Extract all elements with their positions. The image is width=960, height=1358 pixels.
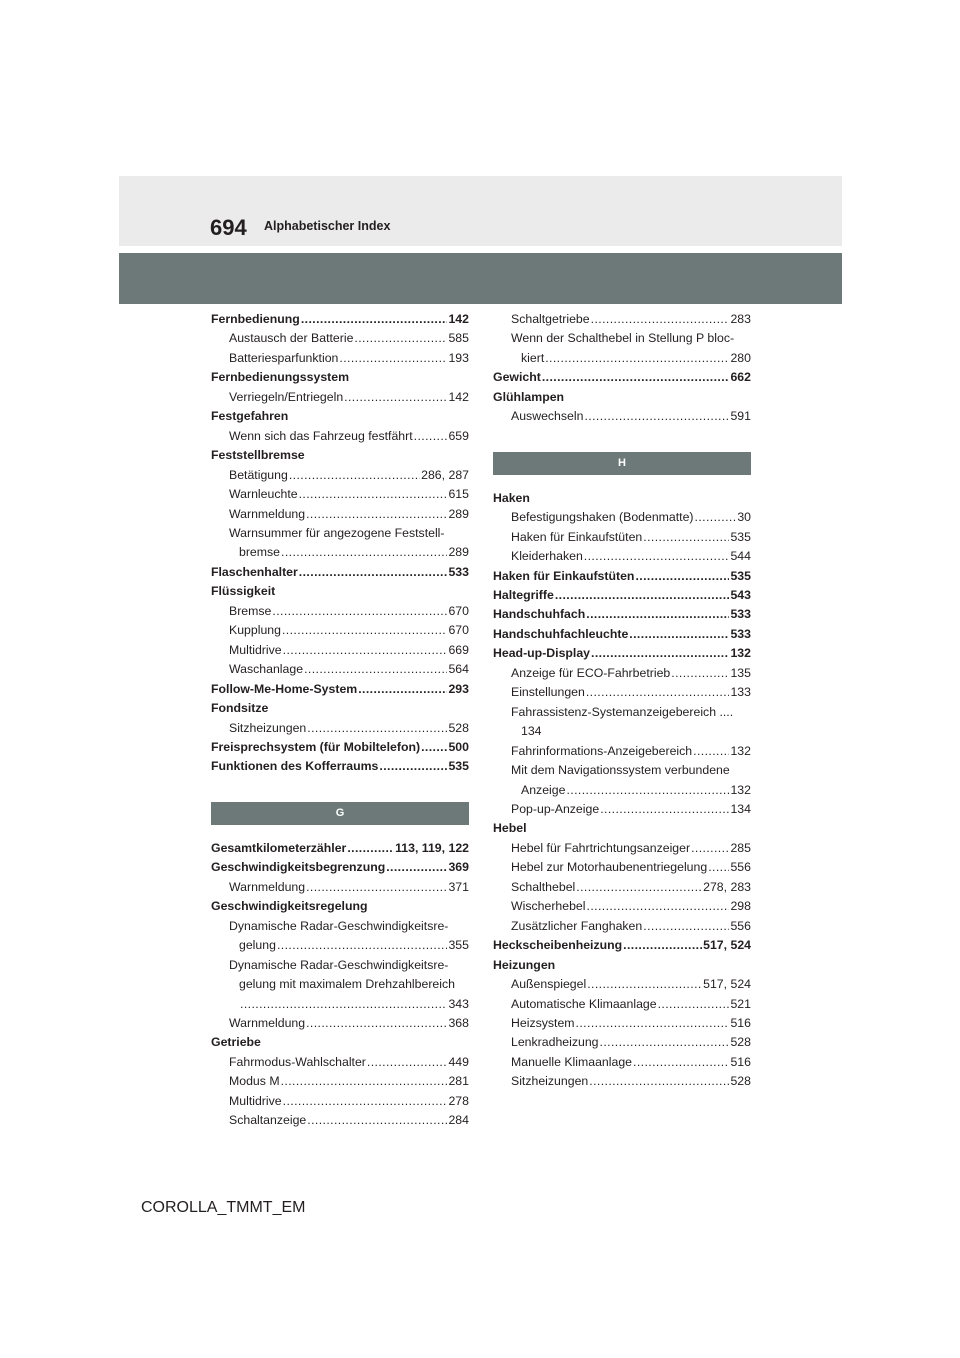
dot-leader	[281, 1072, 448, 1091]
dot-leader	[542, 368, 730, 387]
index-entry	[493, 368, 751, 387]
entries-h	[493, 489, 751, 1092]
entry-page: 556	[730, 918, 751, 933]
index-entry	[211, 446, 469, 465]
index-entry	[493, 742, 751, 761]
entry-page: 355	[448, 938, 469, 953]
index-entry	[493, 567, 751, 586]
dot-leader	[281, 543, 447, 562]
index-entry	[211, 349, 469, 368]
index-entry	[493, 683, 751, 702]
dot-leader	[277, 936, 448, 955]
entry-term: Sitzheizungen	[229, 720, 307, 735]
entry-term: kiert	[521, 350, 545, 365]
index-entry	[211, 329, 469, 348]
dot-leader	[304, 660, 447, 679]
dot-leader	[240, 995, 447, 1014]
dot-leader	[347, 839, 394, 858]
index-entry	[211, 621, 469, 640]
entry-page: 343	[448, 996, 469, 1011]
entry-term: Pop-up-Anzeige	[511, 801, 600, 816]
index-entry	[211, 388, 469, 407]
index-entry	[211, 699, 469, 718]
entry-term: Auswechseln	[511, 409, 584, 424]
entry-page: 528	[730, 1035, 751, 1050]
entry-term: Multidrive	[229, 1093, 282, 1108]
dot-leader	[306, 505, 447, 524]
dot-leader	[623, 936, 702, 955]
entry-term: Fernbedienungssystem	[211, 370, 350, 385]
entry-page: 293	[448, 681, 469, 696]
index-entry	[493, 489, 751, 508]
dot-leader	[339, 349, 447, 368]
entry-page: 585	[448, 331, 469, 346]
entry-term: Getriebe	[211, 1035, 261, 1050]
entry-page: 132	[730, 782, 751, 797]
dot-leader	[379, 757, 447, 776]
entry-page: 528	[448, 720, 469, 735]
entry-term: Freisprechsystem (für Mobiltelefon)	[211, 739, 421, 754]
entry-term: Haltegriffe	[493, 587, 554, 602]
entry-term: Batteriesparfunktion	[229, 350, 339, 365]
index-entry	[211, 878, 469, 897]
dot-leader	[591, 310, 730, 329]
entry-term: Sitzheizungen	[511, 1074, 589, 1089]
index-entry	[493, 995, 751, 1014]
entry-term: Schaltanzeige	[229, 1113, 307, 1128]
index-entry	[493, 1053, 751, 1072]
entry-term: Dynamische Radar-Geschwindigkeitsre-	[229, 957, 449, 972]
dot-leader	[576, 1014, 730, 1033]
entry-page: 556	[730, 860, 751, 875]
entry-term: Haken für Einkaufstüten	[511, 529, 643, 544]
entry-page: 670	[448, 603, 469, 618]
entry-term: bremse	[239, 545, 281, 560]
index-entry	[493, 625, 751, 644]
index-entry	[493, 1033, 751, 1052]
entry-page: 113, 119, 122	[395, 840, 469, 855]
entry-term: Wenn sich das Fahrzeug festfährt	[229, 428, 413, 443]
entry-term: Manuelle Klimaanlage	[511, 1054, 632, 1069]
index-entry	[211, 936, 469, 955]
section-letter-g: G	[211, 802, 469, 825]
entry-term: Wischerhebel	[511, 899, 586, 914]
dot-leader	[306, 1014, 447, 1033]
index-entry	[211, 1111, 469, 1130]
page-number: 694	[210, 215, 247, 240]
index-entry	[493, 761, 751, 780]
entry-term: Anzeige für ECO-Fahrbetrieb	[511, 665, 671, 680]
index-entry	[493, 956, 751, 975]
entry-page: 533	[730, 607, 751, 622]
entry-page: 285	[730, 840, 751, 855]
page-title: Alphabetischer Index	[264, 219, 391, 233]
entry-term: Waschanlage	[229, 662, 304, 677]
dot-leader	[591, 644, 729, 663]
dot-leader	[586, 683, 730, 702]
index-entry	[211, 505, 469, 524]
dot-leader	[586, 605, 729, 624]
entry-term: gelung	[239, 938, 276, 953]
index-entry	[493, 664, 751, 683]
dot-leader	[282, 621, 448, 640]
dot-leader	[587, 975, 702, 994]
entry-page: 533	[730, 626, 751, 641]
dot-leader	[584, 547, 730, 566]
entry-term: Betätigung	[229, 467, 288, 482]
entry-term: Befestigungshaken (Bodenmatte)	[511, 510, 694, 525]
index-entry	[493, 878, 751, 897]
index-entry	[211, 1033, 469, 1052]
entry-page: 298	[730, 899, 751, 914]
entry-page: 286, 287	[421, 467, 469, 482]
index-entry	[211, 1092, 469, 1111]
entry-term: Handschuhfachleuchte	[493, 626, 629, 641]
entry-term: Außenspiegel	[511, 977, 587, 992]
entry-term: Schalthebel	[511, 879, 576, 894]
entry-page: 535	[448, 759, 469, 774]
entry-term: Fahrinformations-Anzeigebereich	[511, 743, 693, 758]
dot-leader	[344, 388, 447, 407]
entry-term: Zusätzlicher Fanghaken	[511, 918, 643, 933]
entry-page: 289	[448, 506, 469, 521]
entry-term: Geschwindigkeitsbegrenzung	[211, 860, 386, 875]
dot-leader	[600, 1033, 730, 1052]
entry-page: 516	[730, 1054, 751, 1069]
dot-leader	[307, 1111, 447, 1130]
dot-leader	[307, 719, 447, 738]
entry-page: 369	[448, 860, 469, 875]
index-entry	[493, 975, 751, 994]
index-entry	[493, 310, 751, 329]
dot-leader	[414, 427, 448, 446]
dot-leader	[299, 563, 448, 582]
entry-term: Follow-Me-Home-System	[211, 681, 358, 696]
entry-term: Schaltgetriebe	[511, 312, 590, 326]
index-entry	[211, 719, 469, 738]
entry-term: Kupplung	[229, 623, 281, 638]
entry-term: Fahrmodus-Wahlschalter	[229, 1054, 366, 1069]
index-entry	[211, 368, 469, 387]
entry-term: Einstellungen	[511, 685, 585, 700]
entry-term: Hebel für Fahrtrichtungsanzeiger	[511, 840, 691, 855]
entry-term: Lenkradheizung	[511, 1035, 599, 1050]
index-entry	[493, 586, 751, 605]
entry-page: 528	[730, 1074, 751, 1089]
entry-term: Mit dem Navigationssystem verbundene	[511, 763, 730, 778]
index-entry	[211, 956, 469, 975]
entry-page: 132	[730, 646, 751, 661]
entry-term: Heizsystem	[511, 1015, 575, 1030]
index-entry	[493, 917, 751, 936]
index-entry	[493, 528, 751, 547]
index-entry	[211, 839, 469, 858]
entry-term: Gesamtkilometerzähler	[211, 840, 347, 855]
dot-leader	[272, 602, 447, 621]
entry-term: Bremse	[229, 603, 272, 618]
entry-term: Wenn der Schalthebel in Stellung P bloc-	[511, 331, 735, 346]
dot-leader	[708, 858, 729, 877]
index-entry	[211, 524, 469, 543]
dot-leader	[555, 586, 730, 605]
index-entry	[211, 543, 469, 562]
index-entry	[211, 427, 469, 446]
index-entry	[493, 819, 751, 838]
index-entry	[493, 329, 751, 348]
entries-g	[211, 839, 469, 1131]
dot-leader	[600, 800, 729, 819]
entry-page: 289	[448, 545, 469, 560]
entry-page: 535	[730, 529, 751, 544]
dot-leader	[299, 485, 448, 504]
index-entry	[493, 936, 751, 955]
entry-term: Feststellbremse	[211, 448, 305, 463]
index-entry	[211, 1053, 469, 1072]
entry-term: Haken	[493, 490, 530, 505]
index-entry	[493, 858, 751, 877]
entry-page: 670	[448, 623, 469, 638]
entry-page: 133	[730, 685, 751, 700]
dot-leader	[289, 466, 420, 485]
dot-leader	[693, 742, 729, 761]
index-entry	[211, 1072, 469, 1091]
entries-f	[211, 310, 469, 777]
index-entry	[211, 738, 469, 757]
entry-term: Dynamische Radar-Geschwindigkeitsre-	[229, 918, 449, 933]
index-entry	[211, 757, 469, 776]
entry-term: Heckscheibenheizung	[493, 938, 623, 953]
entry-page: 500	[448, 739, 469, 754]
entry-term: Warnmeldung	[229, 1015, 306, 1030]
dot-leader	[658, 995, 730, 1014]
entry-term: Modus M	[229, 1074, 280, 1089]
entry-page: 662	[730, 370, 751, 385]
dot-leader	[386, 858, 447, 877]
entry-term: Heizungen	[493, 957, 556, 972]
entry-page: 535	[730, 568, 751, 583]
entry-page: 659	[448, 428, 469, 443]
entry-term: Hebel	[493, 821, 527, 836]
dot-leader	[587, 897, 730, 916]
entry-term: Austausch der Batterie	[229, 331, 354, 346]
entry-page: 521	[730, 996, 751, 1011]
entry-page: 132	[730, 743, 751, 758]
entry-page: 516	[730, 1015, 751, 1030]
entry-page: 368	[448, 1015, 469, 1030]
index-entry	[211, 641, 469, 660]
dot-leader	[358, 680, 447, 699]
entry-term: Glühlampen	[493, 389, 565, 404]
entry-term: Festgefahren	[211, 409, 289, 424]
index-entry	[493, 897, 751, 916]
entry-page: 284	[448, 1113, 469, 1128]
entry-term: Warnmeldung	[229, 879, 306, 894]
dot-leader	[576, 878, 702, 897]
entry-term: Gewicht	[493, 370, 541, 385]
entry-term: Fondsitze	[211, 701, 269, 716]
index-entry	[493, 781, 751, 800]
index-column-left	[211, 310, 469, 1131]
dot-leader	[566, 781, 729, 800]
dot-leader	[354, 329, 447, 348]
index-entry	[211, 858, 469, 877]
entry-term: 134	[521, 724, 542, 739]
index-entry	[211, 660, 469, 679]
index-entry	[493, 1014, 751, 1033]
entry-page: 517, 524	[703, 938, 751, 953]
entry-page: 449	[448, 1054, 469, 1069]
dot-leader	[691, 839, 729, 858]
entry-page: 134	[730, 801, 751, 816]
dot-leader	[643, 528, 729, 547]
index-entry	[211, 485, 469, 504]
entry-term: Automatische Klimaanlage	[511, 996, 657, 1011]
index-entry	[493, 800, 751, 819]
entry-term: Fahrassistenz-Systemanzeigebereich ....	[511, 704, 734, 719]
index-entry	[211, 582, 469, 601]
index-entry	[211, 995, 469, 1014]
entry-term: Geschwindigkeitsregelung	[211, 899, 368, 914]
entry-term: Fernbedienung	[211, 312, 300, 326]
index-entry	[493, 605, 751, 624]
entry-page: 278, 283	[703, 879, 751, 894]
dot-leader	[367, 1053, 448, 1072]
dot-leader	[306, 878, 447, 897]
entry-term: Warnsummer für angezogene Feststell-	[229, 525, 445, 540]
entry-page: 30	[737, 510, 751, 525]
entry-term: Handschuhfach	[493, 607, 586, 622]
index-entry	[211, 602, 469, 621]
entry-page: 280	[730, 350, 751, 365]
entry-page: 591	[730, 409, 751, 424]
entry-term: Kleiderhaken	[511, 549, 583, 564]
entry-term: Head-up-Display	[493, 646, 591, 661]
entry-page: 533	[448, 564, 469, 579]
dot-leader	[629, 625, 729, 644]
dot-leader	[421, 738, 447, 757]
dot-leader	[283, 641, 448, 660]
entry-term: Multidrive	[229, 642, 282, 657]
dot-leader	[283, 1092, 448, 1111]
index-entry	[211, 310, 469, 329]
index-entry	[493, 508, 751, 527]
dot-leader	[633, 1053, 729, 1072]
index-entry	[493, 407, 751, 426]
index-entry	[493, 1072, 751, 1091]
dot-leader	[301, 310, 448, 329]
dot-leader	[545, 349, 729, 368]
index-entry	[211, 1014, 469, 1033]
dot-leader	[643, 917, 729, 936]
header-dark-band	[119, 253, 842, 304]
entry-term: Hebel zur Motorhaubenentriegelung	[511, 860, 708, 875]
entry-term: Anzeige	[521, 782, 566, 797]
entry-page: 669	[448, 642, 469, 657]
dot-leader	[589, 1072, 729, 1091]
entry-term: Warnleuchte	[229, 487, 298, 502]
entry-term: gelung mit maximalem Drehzahlbereich	[239, 977, 455, 992]
index-entry	[211, 407, 469, 426]
entry-term: Flüssigkeit	[211, 584, 276, 599]
dot-leader	[635, 567, 729, 586]
entry-page: 543	[730, 587, 751, 602]
entry-page: 544	[730, 549, 751, 564]
index-entry	[493, 703, 751, 722]
entry-page: 135	[730, 665, 751, 680]
index-entry	[211, 563, 469, 582]
entry-page: 283	[730, 312, 751, 326]
index-entry	[493, 388, 751, 407]
index-entry	[493, 644, 751, 663]
index-entry	[493, 349, 751, 368]
entry-page: 142	[448, 389, 469, 404]
entry-page: 371	[448, 879, 469, 894]
entries-g-continued	[493, 310, 751, 427]
entry-page: 281	[448, 1074, 469, 1089]
section-letter-h: H	[493, 452, 751, 475]
index-entry	[211, 917, 469, 936]
entry-page: 193	[448, 350, 469, 365]
entry-term: Flaschenhalter	[211, 564, 298, 579]
index-entry	[493, 722, 751, 741]
entry-page: 564	[448, 662, 469, 677]
entry-term: Funktionen des Kofferraums	[211, 759, 379, 774]
entry-page: 517, 524	[703, 977, 751, 992]
index-entry	[493, 839, 751, 858]
dot-leader	[695, 508, 737, 527]
dot-leader	[584, 407, 729, 426]
index-entry	[211, 680, 469, 699]
document-code: COROLLA_TMMT_EM	[141, 1199, 306, 1216]
entry-page: 142	[448, 312, 469, 326]
index-entry	[211, 897, 469, 916]
index-entry	[211, 466, 469, 485]
index-column-right	[493, 310, 751, 1092]
index-entry	[211, 975, 469, 994]
entry-term: Haken für Einkaufstüten	[493, 568, 635, 583]
entry-term: Warnmeldung	[229, 506, 306, 521]
entry-page: 615	[448, 487, 469, 502]
dot-leader	[671, 664, 729, 683]
entry-page: 278	[448, 1093, 469, 1108]
index-entry	[493, 547, 751, 566]
entry-term: Verriegeln/Entriegeln	[229, 389, 344, 404]
